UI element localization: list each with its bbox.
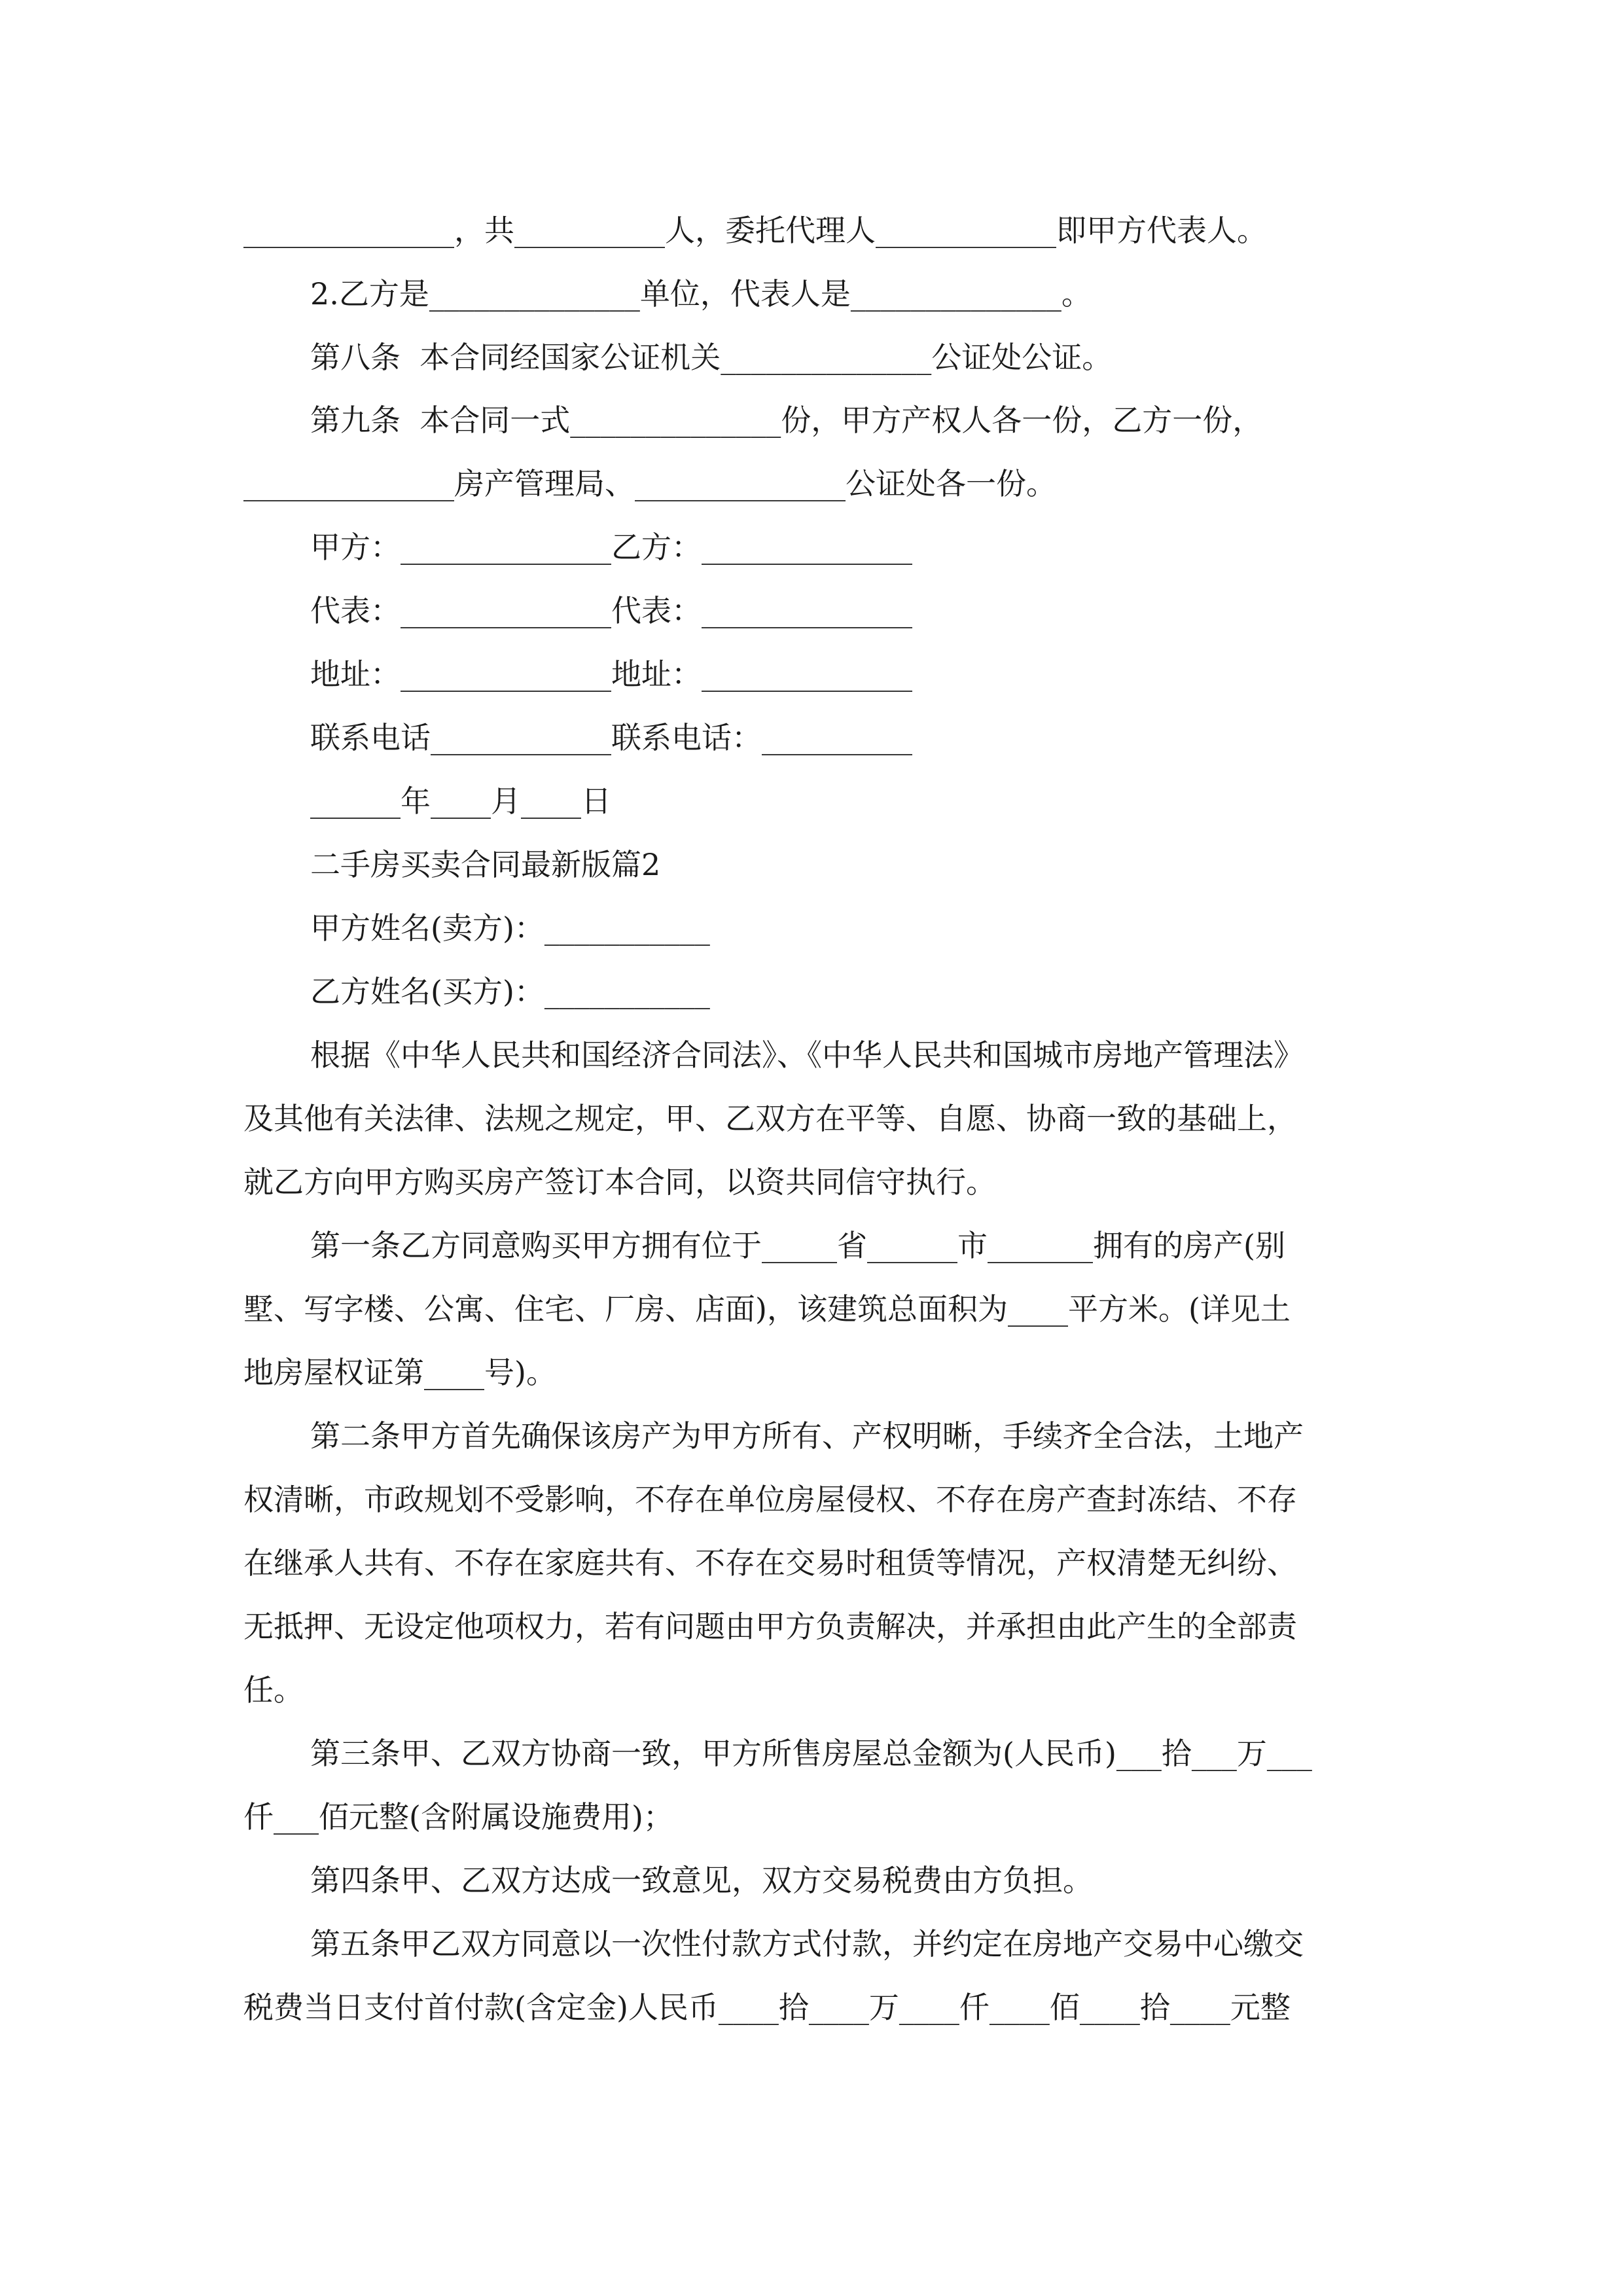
seller-name-field: 甲方姓名(卖方)：___________ [310, 910, 710, 946]
text-line: 权清晰，市政规划不受影响，不存在单位房屋侵权、不存在房产查封冻结、不存 [243, 1482, 1297, 1517]
text-line: 任。 [243, 1672, 304, 1708]
text-line: ______________房产管理局、______________公证处各一份。 [243, 466, 1056, 501]
text-line: 第八条 本合同经国家公证机关______________公证处公证。 [310, 340, 1113, 375]
text-line: 第九条 本合同一式______________份，甲方产权人各一份，乙方一份， [310, 403, 1263, 438]
section-title: 二手房买卖合同最新版篇2 [310, 847, 661, 882]
text-line: 及其他有关法律、法规之规定，甲、乙双方在平等、自愿、协商一致的基础上， [243, 1101, 1297, 1136]
text-line: 税费当日支付首付款(含定金)人民币____拾____万____仟____佰____拾____元整 [243, 1990, 1291, 2025]
text-line: 第一条乙方同意购买甲方拥有位于_____省______市_______拥有的房产(别 [310, 1228, 1285, 1263]
text-line: 第三条甲、乙双方协商一致，甲方所售房屋总金额为(人民币)___拾___万___ [310, 1736, 1312, 1771]
text-line: 第二条甲方首先确保该房产为甲方所有、产权明晰，手续齐全合法，土地产 [310, 1418, 1304, 1454]
signature-row-representative: 代表：______________代表：______________ [310, 593, 912, 628]
text-line: 根据《中华人民共和国经济合同法》、《中华人民共和国城市房地产管理法》 [310, 1037, 1304, 1073]
buyer-name-field: 乙方姓名(买方)：___________ [310, 974, 710, 1009]
signature-row-phone: 联系电话____________联系电话：__________ [310, 720, 912, 755]
text-line: 2.乙方是______________单位，代表人是______________。 [310, 276, 1092, 312]
text-line: 无抵押、无设定他项权力，若有问题由甲方负责解决，并承担由此产生的全部责 [243, 1609, 1297, 1644]
signature-row-party: 甲方：______________乙方：______________ [310, 529, 912, 565]
text-line: 在继承人共有、不存在家庭共有、不存在交易时租赁等情况，产权清楚无纠纷、 [243, 1545, 1297, 1581]
text-line: 第五条甲乙双方同意以一次性付款方式付款，并约定在房地产交易中心缴交 [310, 1926, 1304, 1962]
text-line: 第四条甲、乙双方达成一致意见，双方交易税费由方负担。 [310, 1863, 1093, 1898]
text-line: 地房屋权证第____号)。 [243, 1355, 556, 1390]
text-line: 墅、写字楼、公寓、住宅、厂房、店面)，该建筑总面积为____平方米。(详见土 [243, 1291, 1291, 1327]
text-line: 仟___佰元整(含附属设施费用)； [243, 1799, 673, 1835]
signature-date: ______年____月____日 [310, 783, 611, 819]
text-line: 就乙方向甲方购买房产签订本合同，以资共同信守执行。 [243, 1164, 996, 1200]
signature-row-address: 地址：______________地址：______________ [310, 656, 912, 692]
text-line: ______________，共__________人，委托代理人____________即甲方代表人。 [243, 213, 1267, 248]
